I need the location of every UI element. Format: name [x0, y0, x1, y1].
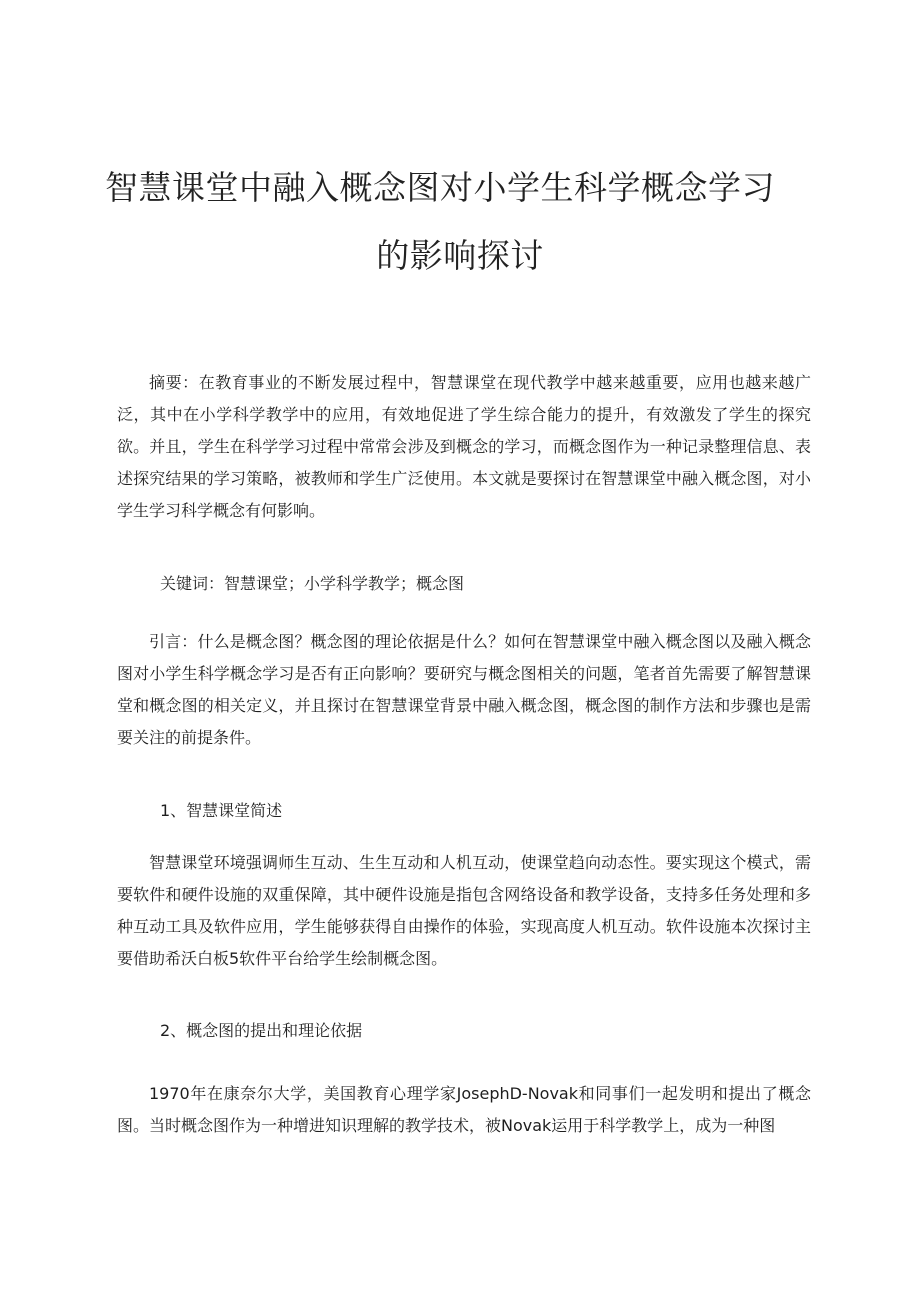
- section-1-paragraph: 智慧课堂环境强调师生互动、生生互动和人机互动，使课堂趋向动态性。要实现这个模式，需要软件和硬件设施的双重保障，其中硬件设施是指包含网络设备和教学设备，支持多任务处理和多种互动工具及软件应用，学生能够获得自由操作的体验，实现高度人机互动。软件设施本次探讨主要借助希沃白板5软件平台给学生绘制概念图。: [117, 853, 811, 968]
- abstract-paragraph: 摘要：在教育事业的不断发展过程中，智慧课堂在现代教学中越来越重要，应用也越来越广泛，其中在小学科学教学中的应用，有效地促进了学生综合能力的提升，有效激发了学生的探究欲。并且，学生在科学学习过程中常常会涉及到概念的学习，而概念图作为一种记录整理信息、表述探究结果的学习策略，被教师和学生广泛使用。本文就是要探讨在智慧课堂中融入概念图，对小学生学习科学概念有何影响。: [117, 373, 811, 520]
- section-1-heading: 1、智慧课堂简述: [160, 801, 283, 820]
- introduction-paragraph: 引言：什么是概念图？概念图的理论依据是什么？如何在智慧课堂中融入概念图以及融入概念图对小学生科学概念学习是否有正向影响？要研究与概念图相关的问题，笔者首先需要了解智慧课堂和概念图的相关定义，并且探讨在智慧课堂背景中融入概念图，概念图的制作方法和步骤也是需要关注的前提条件。: [117, 632, 811, 747]
- document-title-line-1: 智慧课堂中融入概念图对小学生科学概念学习: [105, 168, 775, 207]
- section-2-heading: 2、概念图的提出和理论依据: [160, 1021, 363, 1040]
- section-2-paragraph: 1970年在康奈尔大学，美国教育心理学家JosephD-Novak和同事们一起发明和提出了概念图。当时概念图作为一种增进知识理解的教学技术，被Novak运用于科学教学上，成为一种图: [117, 1084, 811, 1135]
- keywords-line: 关键词：智慧课堂；小学科学教学；概念图: [160, 574, 465, 593]
- document-title-line-2: 的影响探讨: [376, 236, 544, 275]
